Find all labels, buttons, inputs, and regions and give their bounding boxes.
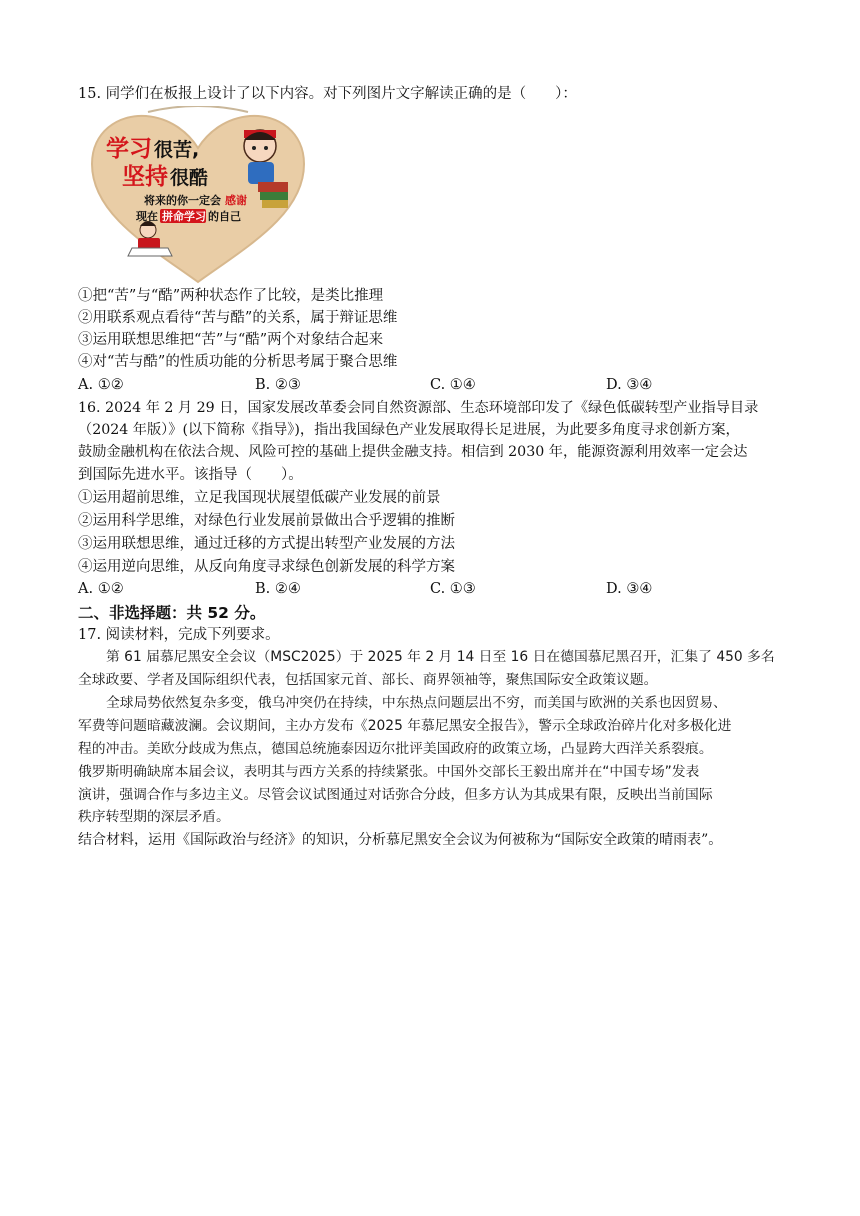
q16-stem-line-1: 16. 2024 年 2 月 29 日，国家发展改革委会同自然资源部、生态环境部印发了《绿色低碳转型产业指导目录 — [78, 400, 759, 416]
q16-stem-line-4: 到国际先进水平。该指导（ ）。 — [78, 467, 303, 483]
q15-option-b: B. ②③ — [255, 377, 301, 393]
poster-text-3b: 感谢 — [225, 194, 247, 207]
q16-item-4: ④运用逆向思维，从反向角度寻求绿色创新发展的科学方案 — [78, 559, 455, 575]
q17-material-line-1: 第 61 届慕尼黑安全会议（MSC2025）于 2025 年 2 月 14 日至 16 日在德国慕尼黑召开，汇集了 450 多名 — [106, 649, 775, 665]
heart-board-icon — [88, 106, 308, 284]
q17-material-line-4: 军费等问题暗藏波澜。会议期间，主办方发布《2025 年慕尼黑安全报告》，警示全球政治碎片化对多极化进 — [78, 718, 732, 734]
q15-option-d: D. ③④ — [606, 377, 653, 393]
section-title: 二、非选择题：共 52 分。 — [78, 604, 266, 622]
poster-text-4c: 的自己 — [208, 210, 241, 223]
poster-text-2a: 坚持 — [122, 164, 168, 190]
q16-option-c: C. ①③ — [430, 581, 476, 597]
poster-text-2b: 很酷 — [170, 167, 209, 189]
q15-stem: 15. 同学们在板报上设计了以下内容。对下列图片文字解读正确的是（ ）： — [78, 86, 577, 102]
q16-item-1: ①运用超前思维，立足我国现状展望低碳产业发展的前景 — [78, 490, 441, 506]
q16-item-2: ②运用科学思维，对绿色行业发展前景做出合乎逻辑的推断 — [78, 513, 455, 529]
heart-poster-image — [88, 106, 308, 284]
poster-text-3a: 将来的你一定会 — [144, 194, 221, 207]
q15-option-c: C. ①④ — [430, 377, 476, 393]
q15-option-a: A. ①② — [78, 377, 124, 393]
poster-text-4b: 拼命学习 — [162, 210, 206, 223]
q17-stem: 17. 阅读材料，完成下列要求。 — [78, 627, 280, 643]
q15-item-3: ③运用联想思维把“苦”与“酷”两个对象结合起来 — [78, 332, 384, 348]
q17-material-line-2: 全球政要、学者及国际组织代表，包括国家元首、部长、商界领袖等，聚焦国际安全政策议题。 — [78, 672, 658, 688]
q17-material-line-6: 俄罗斯明确缺席本届会议，表明其与西方关系的持续紧张。中国外交部长王毅出席并在“中国专场”发表 — [78, 764, 700, 780]
q17-material-line-3: 全球局势依然复杂多变，俄乌冲突仍在持续，中东热点问题层出不穷，而美国与欧洲的关系也因贸易、 — [106, 695, 727, 711]
poster-text-1a: 学习 — [106, 136, 152, 162]
q16-stem-line-3: 鼓励金融机构在依法合规、风险可控的基础上提供金融支持。相信到 2030 年，能源资源利用效率一定会达 — [78, 444, 748, 460]
q16-option-a: A. ①② — [78, 581, 124, 597]
q17-question: 结合材料，运用《国际政治与经济》的知识，分析慕尼黑安全会议为何被称为“国际安全政策的晴雨表”。 — [78, 832, 723, 848]
q16-stem-line-2: （2024 年版）》(以下简称《指导》)，指出我国绿色产业发展取得长足进展，为此要多角度寻求创新方案， — [78, 422, 740, 438]
q17-material-line-8: 秩序转型期的深层矛盾。 — [78, 809, 230, 825]
q15-item-4: ④对“苦与酷”的性质功能的分析思考属于聚合思维 — [78, 354, 398, 370]
q15-item-1: ①把“苦”与“酷”两种状态作了比较，是类比推理 — [78, 288, 384, 304]
q16-item-3: ③运用联想思维，通过迁移的方式提出转型产业发展的方法 — [78, 536, 455, 552]
q16-option-b: B. ②④ — [255, 581, 301, 597]
q16-option-d: D. ③④ — [606, 581, 653, 597]
poster-text-4a: 现在 — [136, 210, 158, 223]
q17-material-line-7: 演讲，强调合作与多边主义。尽管会议试图通过对话弥合分歧，但多方认为其成果有限，反映出当前国际 — [78, 787, 713, 803]
q17-material-line-5: 程的冲击。美欧分歧成为焦点，德国总统施泰因迈尔批评美国政府的政策立场，凸显跨大西洋关系裂痕。 — [78, 741, 713, 757]
poster-text-1b: 很苦, — [154, 139, 200, 161]
q15-item-2: ②用联系观点看待“苦与酷”的关系，属于辩证思维 — [78, 310, 398, 326]
